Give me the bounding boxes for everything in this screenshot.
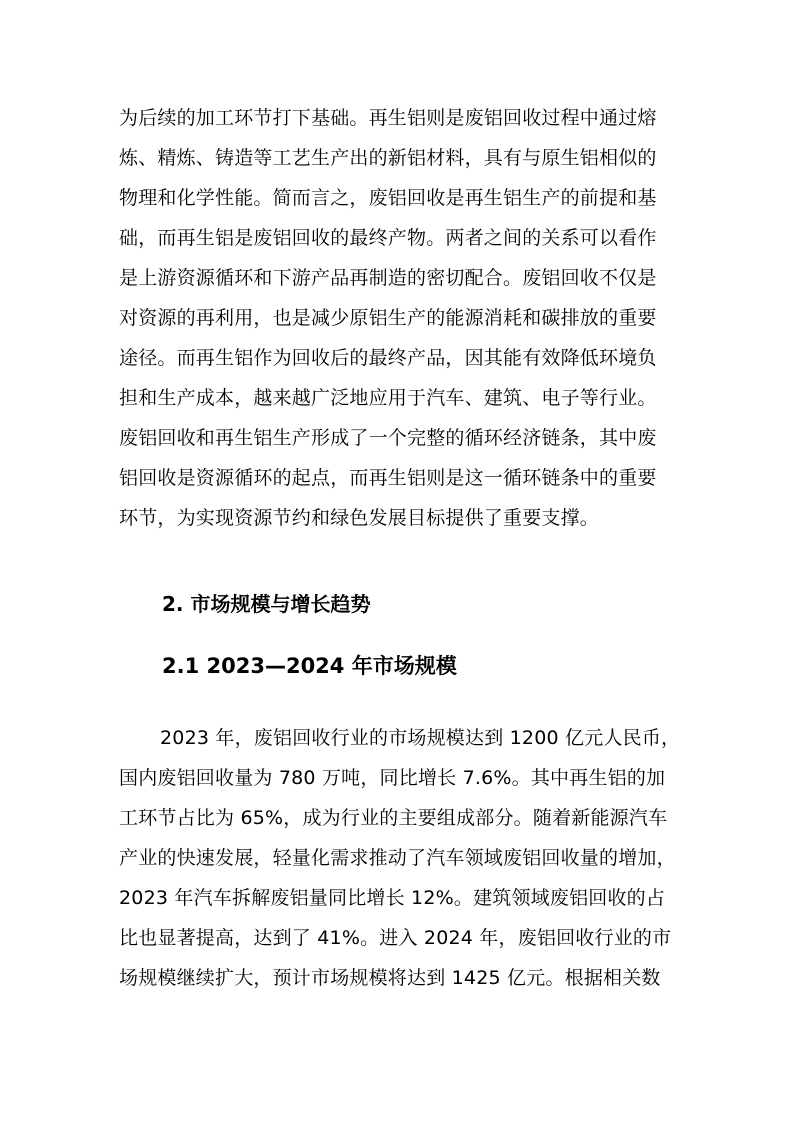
text-line: 工环节占比为 65%，成为行业的主要组成部分。随着新能源汽车 <box>119 807 668 829</box>
subsection-heading-2023-2024: 2.1 2023—2024 年市场规模 <box>162 654 457 678</box>
text-line: 铝回收是资源循环的起点，而再生铝则是这一循环链条中的重要 <box>119 467 657 489</box>
text-line: 比也显著提高，达到了 41%。进入 2024 年，废铝回收行业的市 <box>119 927 672 949</box>
text-line: 为后续的加工环节打下基础。再生铝则是废铝回收过程中通过熔 <box>119 107 657 129</box>
text-line: 场规模继续扩大，预计市场规模将达到 1425 亿元。根据相关数 <box>119 967 661 989</box>
text-line: 2023 年汽车拆解废铝量同比增长 12%。建筑领域废铝回收的占 <box>119 887 666 909</box>
text-line: 产业的快速发展，轻量化需求推动了汽车领域废铝回收量的增加， <box>119 847 676 869</box>
text-line: 废铝回收和再生铝生产形成了一个完整的循环经济链条，其中废 <box>119 427 657 449</box>
section-heading-market-scale: 2. 市场规模与增长趋势 <box>162 592 371 616</box>
text-line: 途径。而再生铝作为回收后的最终产品，因其能有效降低环境负 <box>119 347 657 369</box>
text-line: 国内废铝回收量为 780 万吨，同比增长 7.6%。其中再生铝的加 <box>119 767 666 789</box>
text-line: 础，而再生铝是废铝回收的最终产物。两者之间的关系可以看作 <box>119 227 657 249</box>
text-line: 对资源的再利用，也是减少原铝生产的能源消耗和碳排放的重要 <box>119 307 657 329</box>
text-line: 环节，为实现资源节约和绿色发展目标提供了重要支撑。 <box>119 507 600 529</box>
text-line: 2023 年，废铝回收行业的市场规模达到 1200 亿元人民币， <box>160 727 681 749</box>
text-line: 物理和化学性能。简而言之，废铝回收是再生铝生产的前提和基 <box>119 187 657 209</box>
text-line: 炼、精炼、铸造等工艺生产出的新铝材料，具有与原生铝相似的 <box>119 147 657 169</box>
text-line: 担和生产成本，越来越广泛地应用于汽车、建筑、电子等行业。 <box>119 387 657 409</box>
text-line: 是上游资源循环和下游产品再制造的密切配合。废铝回收不仅是 <box>119 267 657 289</box>
